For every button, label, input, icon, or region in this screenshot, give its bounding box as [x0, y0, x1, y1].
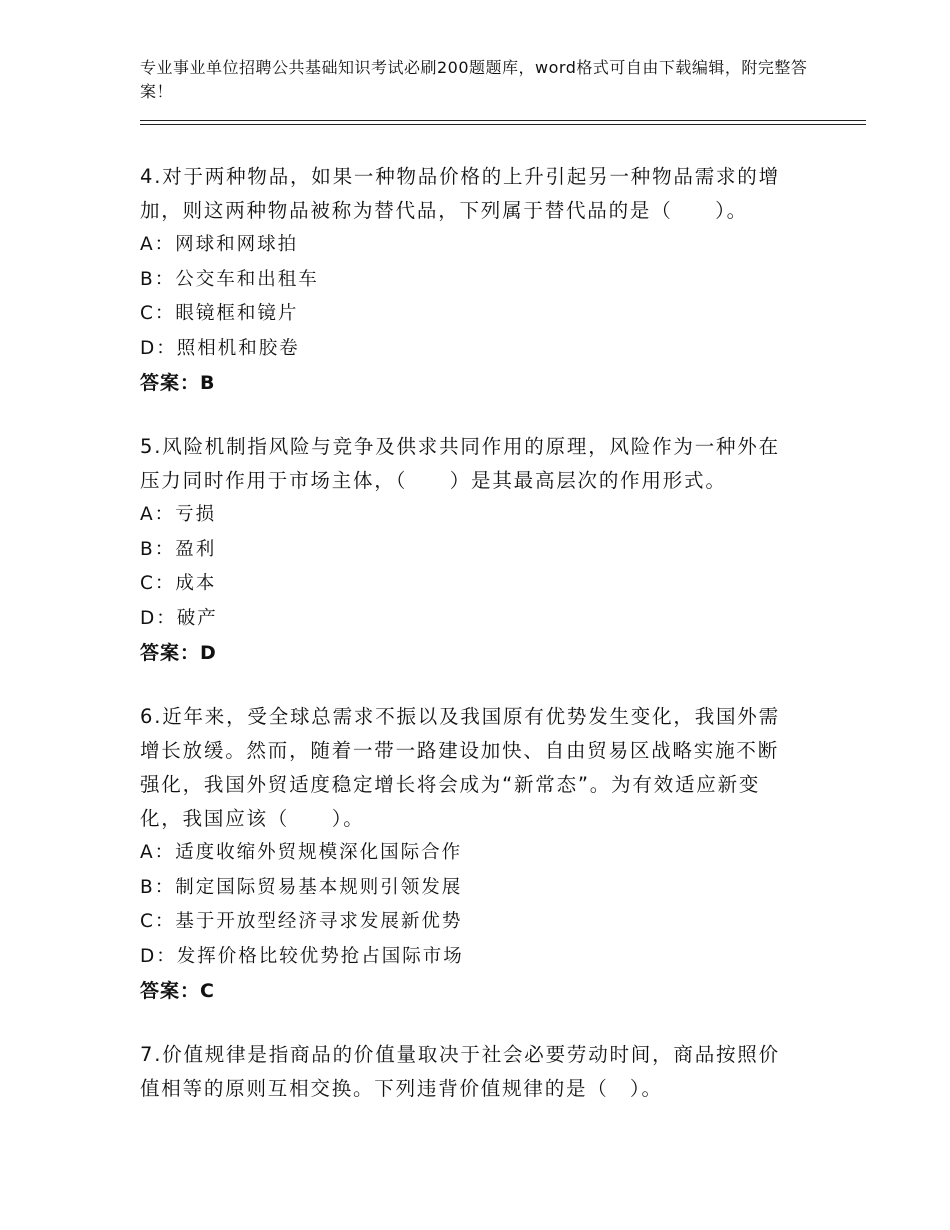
question-5: [140, 430, 800, 670]
question-4: [140, 160, 800, 400]
option-d: D：发挥价格比较优势抢占国际市场: [140, 945, 464, 967]
question-stem: 6.近年来，受全球总需求不振以及我国原有优势发生变化，我国外需增长放缓。然而，随着一带一路建设加快、自由贸易区战略实施不断强化，我国外贸适度稳定增长将会成为“新常态”。为有效适应新变化，我国应该（ ）。: [140, 705, 780, 830]
question-stem: 7.价值规律是指商品的价值量取决于社会必要劳动时间，商品按照价值相等的原则互相交换。下列违背价值规律的是（ ）。: [140, 1043, 780, 1100]
option-c: C：基于开放型经济寻求发展新优势: [140, 911, 463, 932]
option-b: B：公交车和出租车: [140, 268, 319, 290]
option-d: D：照相机和胶卷: [140, 337, 300, 359]
answer: 答案：B: [140, 372, 216, 394]
option-c: C：成本: [140, 573, 217, 594]
question-stem: 5.风险机制指风险与竞争及供求共同作用的原理，风险作为一种外在压力同时作用于市场主体，（ ）是其最高层次的作用形式。: [140, 435, 780, 492]
option-a: A：网球和网球拍: [140, 234, 299, 255]
question-6: [140, 700, 800, 1008]
answer: 答案：C: [140, 980, 215, 1002]
option-c: C：眼镜框和镜片: [140, 303, 299, 324]
option-a: A：适度收缩外贸规模深化国际合作: [140, 842, 463, 863]
question-stem: 4.对于两种物品，如果一种物品价格的上升引起另一种物品需求的增加，则这两种物品被称为替代品，下列属于替代品的是（ ）。: [140, 165, 780, 222]
option-b: B：制定国际贸易基本规则引领发展: [140, 876, 463, 898]
answer: 答案：D: [140, 642, 217, 664]
option-b: B：盈利: [140, 538, 217, 560]
option-a: A：亏损: [140, 504, 217, 525]
header-double-rule: [140, 120, 866, 125]
header-text: 专业事业单位招聘公共基础知识考试必刷200题题库，word格式可自由下载编辑，附完整答案！: [140, 58, 808, 101]
option-d: D：破产: [140, 607, 218, 629]
question-7: [140, 1038, 800, 1106]
question-list: [140, 160, 800, 1136]
